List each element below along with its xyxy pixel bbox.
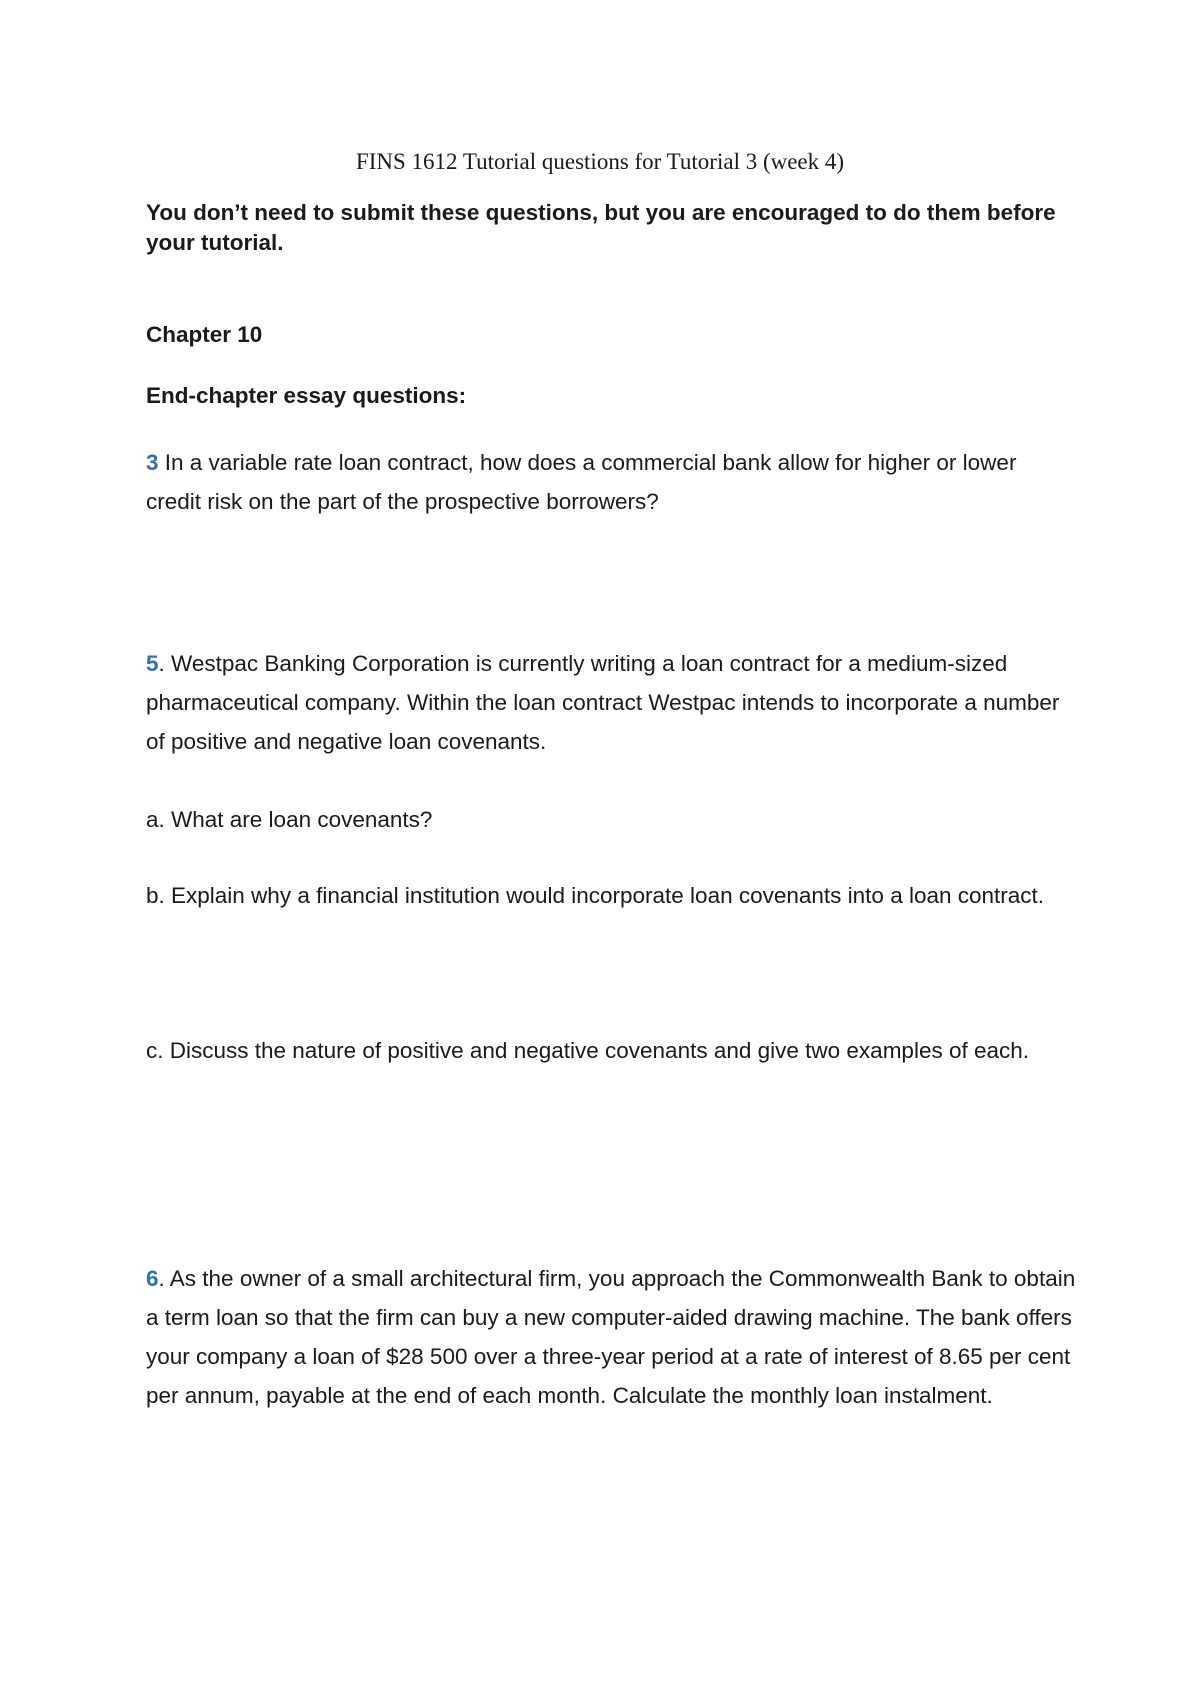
question-5c: c. Discuss the nature of positive and negative covenants and give two examples of each. [146, 1038, 1030, 1063]
question-3 [146, 443, 1076, 521]
question-5a: a. What are loan covenants? [146, 807, 433, 832]
question-number: 6 [146, 1266, 159, 1291]
submission-notice: You don’t need to submit these questions, but you are encouraged to do them before your tutorial. [146, 200, 1056, 255]
question-number: 5 [146, 651, 159, 676]
question-text: . As the owner of a small architectural firm, you approach the Commonwealth Bank to obtain a term loan so that the firm can buy a new computer-aided drawing machine. The bank offers your company a loan of $28 500 over a three-year period at a rate of interest of 8.65 per cent per annum, payable at the end of each month. Calculate the monthly loan instalment. [146, 1266, 1076, 1408]
question-5b: b. Explain why a financial institution would incorporate loan covenants into a loan contract. [146, 883, 1045, 908]
question-5 [146, 644, 1076, 761]
question-6 [146, 1259, 1076, 1415]
question-text: In a variable rate loan contract, how does a commercial bank allow for higher or lower credit risk on the part of the prospective borrowers? [146, 450, 1017, 514]
section-heading: End-chapter essay questions: [146, 383, 467, 408]
question-text: . Westpac Banking Corporation is currently writing a loan contract for a medium-sized pharmaceutical company. Within the loan contract Westpac intends to incorporate a number of positive and negative loan covenants. [146, 651, 1060, 754]
question-number: 3 [146, 450, 159, 475]
document-title: FINS 1612 Tutorial questions for Tutorial 3 (week 4) [355, 149, 845, 174]
chapter-heading: Chapter 10 [146, 322, 263, 347]
